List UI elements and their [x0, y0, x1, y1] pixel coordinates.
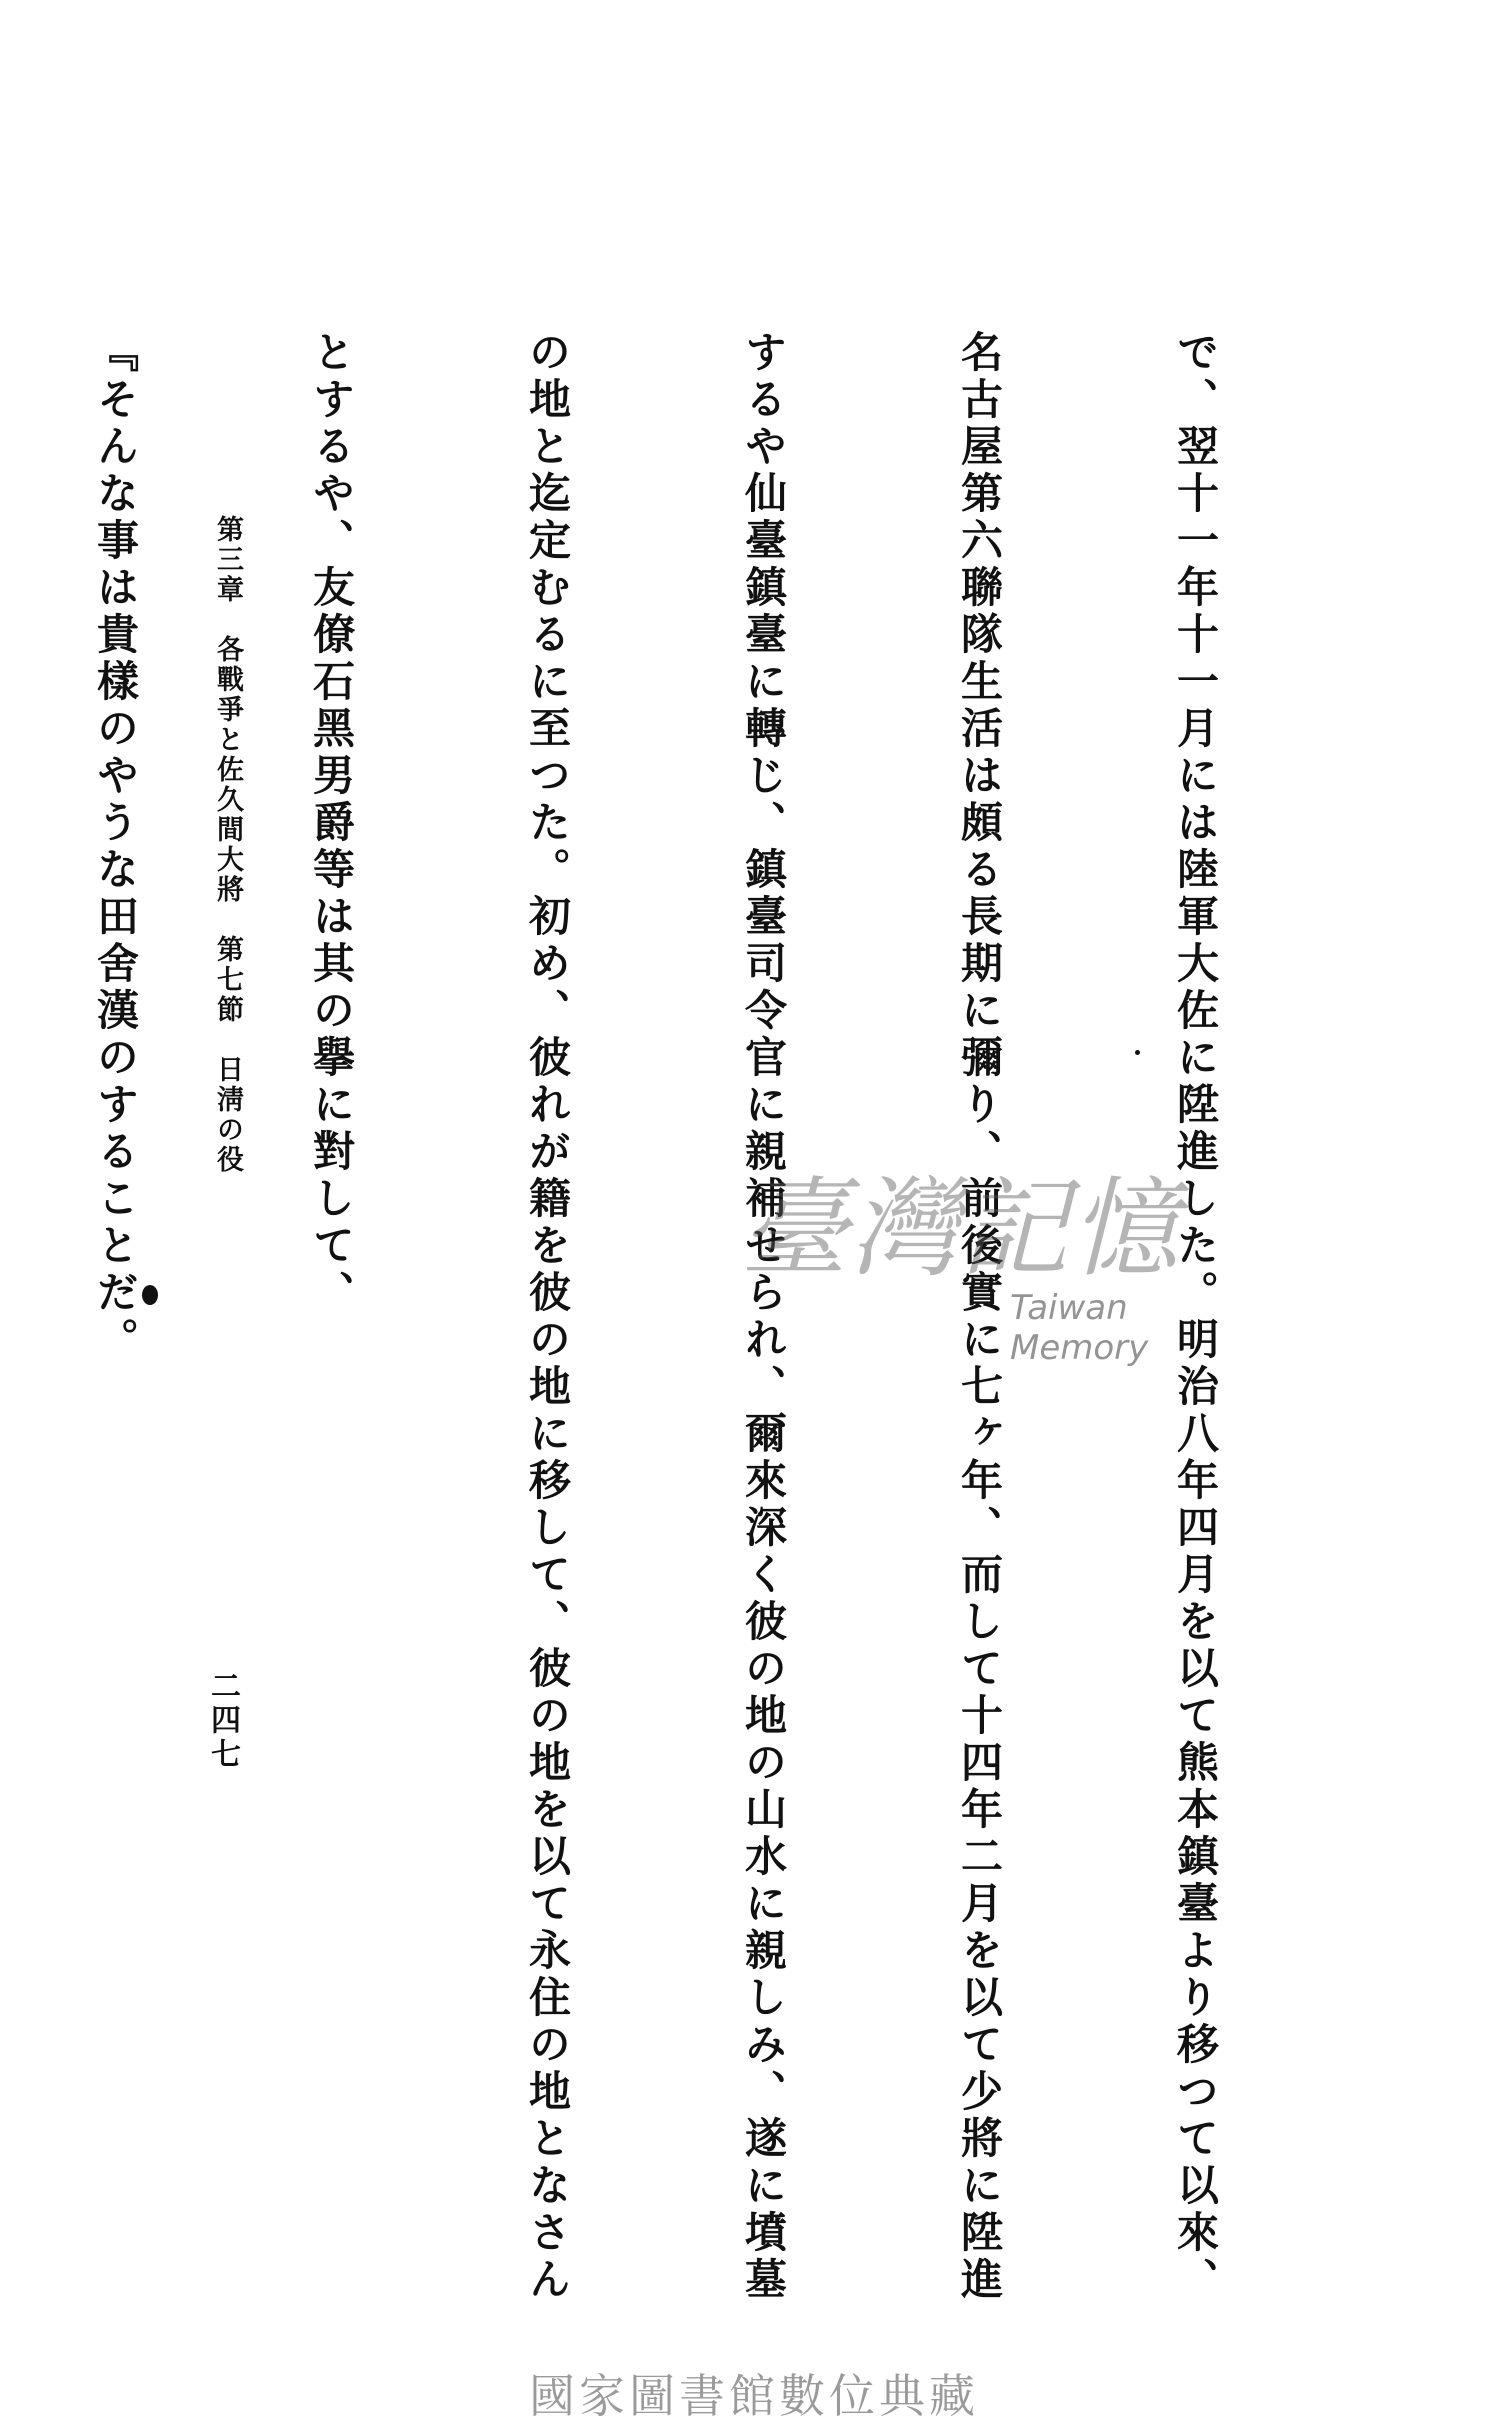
watermark-latin-text: Taiwan Memory: [1010, 1288, 1149, 1368]
text-column: 『そんな事は貴樣のやうな田舍漢のすることだ。: [91, 330, 140, 1364]
page-number: 二四七: [205, 1670, 240, 1772]
text-column: するや仙臺鎮臺に轉じ、鎮臺司令官に親補せられ、爾來深く彼の地の山水に親しみ、遂に墳墓: [739, 330, 788, 2304]
footer-credit: 國家圖書館數位典藏: [529, 2369, 979, 2423]
text-column: とするや、友僚石黑男爵等は其の擧に對して、: [307, 330, 356, 1317]
text-column: の地と迄定むるに至つた。初め、彼れが籍を彼の地に移して、彼の地を以て永住の地となさん: [523, 330, 572, 2304]
watermark: [740, 1167, 1250, 1380]
text-column: 名古屋第六聯隊生活は頗る長期に彌り、前後實に七ヶ年、而して十四年二月を以て少將に陞進: [955, 330, 1004, 2304]
watermark-logo-text: 臺灣記憶: [740, 1167, 1181, 1292]
ink-speck: [142, 1285, 158, 1305]
ink-speck: [1135, 1050, 1140, 1055]
text-column: で、翌十一年十一月には陸軍大佐に陞進した。明治八年四月を以て熊本鎮臺より移つて以來、: [1171, 330, 1220, 2304]
running-header: 第三章 各戰爭と佐久間大將 第七節 日淸の役: [212, 515, 243, 1175]
